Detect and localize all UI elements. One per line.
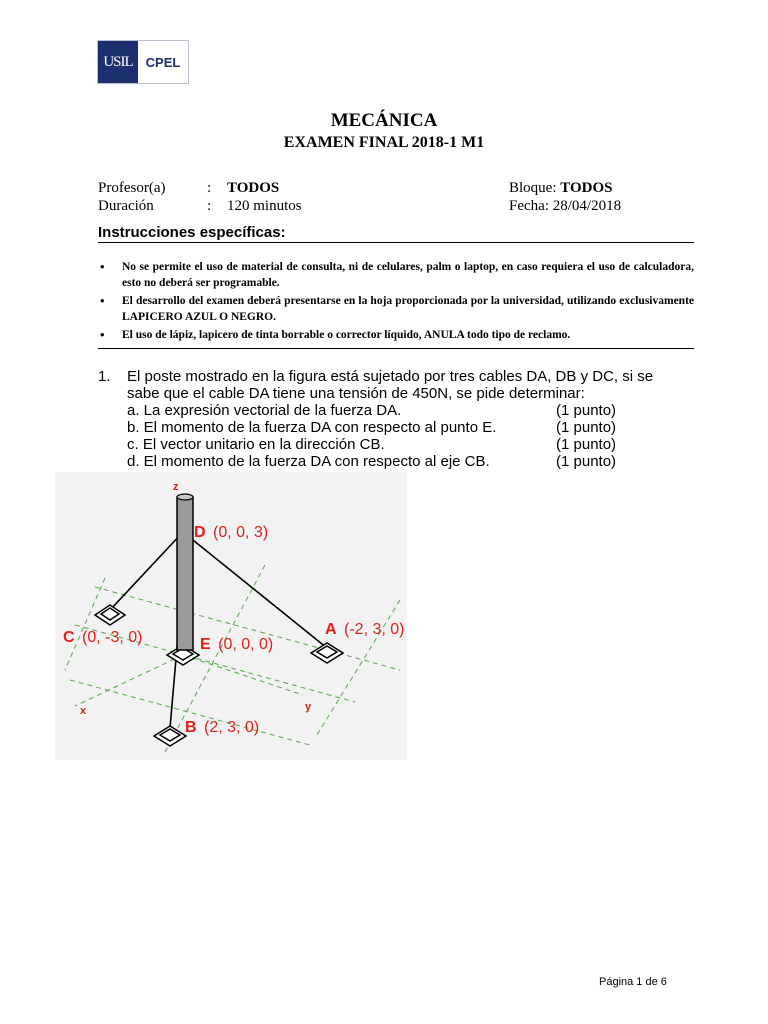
point-c-letter: C xyxy=(63,629,75,646)
exam-date: Fecha: 28/04/2018 xyxy=(509,198,622,214)
pole-cables-figure xyxy=(55,470,415,765)
point-a-letter: A xyxy=(325,621,337,638)
question-part-b-points: (1 punto) xyxy=(556,419,617,436)
block-label: Bloque: xyxy=(509,180,557,196)
question-line-1: El poste mostrado en la figura está sujetado por tres cables DA, DB y DC, si se xyxy=(127,368,654,385)
question-part-c: c. El vector unitario en la dirección CB. xyxy=(127,436,385,453)
page-number: Página 1 de 6 xyxy=(599,976,667,988)
question-line-2: sabe que el cable DA tiene una tensión de 450N, se pide determinar: xyxy=(127,385,585,402)
duration-label: Duración xyxy=(98,198,154,214)
block-value: TODOS xyxy=(560,180,613,196)
professor-value: TODOS xyxy=(227,180,280,196)
point-d-letter: D xyxy=(194,524,206,541)
question-part-d: d. El momento de la fuerza DA con respecto al eje CB. xyxy=(127,453,490,470)
point-c-label xyxy=(63,629,142,646)
instruction-item: • El uso de lápiz, lapicero de tinta borrable o corrector líquido, ANULA todo tipo de reclamo. xyxy=(98,327,694,343)
point-e-letter: E xyxy=(200,636,211,653)
institution-logo xyxy=(97,40,189,84)
question-part-c-points: (1 punto) xyxy=(556,436,617,453)
axis-z-label: z xyxy=(173,481,179,493)
logo-text: CPEL xyxy=(145,54,181,70)
pole-top xyxy=(177,494,193,500)
point-b-coords: (2, 3, 0) xyxy=(204,719,260,736)
point-e-coords: (0, 0, 0) xyxy=(218,636,274,653)
divider-bottom xyxy=(98,348,694,349)
course-title: MECÁNICA xyxy=(330,110,438,131)
instruction-item: • El desarrollo del examen deberá presentarse en la hoja proporcionada por la universidad, utilizando exclusivamente LAPICERO AZUL O NEGRO. xyxy=(98,293,694,325)
point-e-label xyxy=(200,636,273,653)
axis-y-label: y xyxy=(305,701,312,713)
question-part-d-points: (1 punto) xyxy=(556,453,617,470)
logo-mark: USIL xyxy=(98,41,138,83)
question-part-a-points: (1 punto) xyxy=(556,402,617,419)
duration-colon: : xyxy=(207,198,212,214)
point-a-label xyxy=(325,621,404,638)
exam-title: EXAMEN FINAL 2018-1 M1 xyxy=(283,134,485,151)
professor-label: Profesor(a) xyxy=(98,180,166,196)
question-part-a: a. La expresión vectorial de la fuerza DA. xyxy=(127,402,402,419)
point-b-label xyxy=(185,719,259,736)
professor-colon: : xyxy=(207,180,212,196)
duration-value: 120 minutos xyxy=(227,198,302,214)
question-part-b: b. El momento de la fuerza DA con respecto al punto E. xyxy=(127,419,497,436)
instructions-heading: Instrucciones específicas: xyxy=(98,224,286,241)
point-d-coords: (0, 0, 3) xyxy=(213,524,269,541)
point-b-letter: B xyxy=(185,719,197,736)
axis-x-label: x xyxy=(80,705,87,717)
point-a-coords: (-2, 3, 0) xyxy=(344,621,405,638)
point-c-coords: (0, -3, 0) xyxy=(82,629,143,646)
instruction-item: • No se permite el uso de material de consulta, ni de celulares, palm o laptop, en caso requiera el uso de calculadora, esto no deberá ser programable. xyxy=(98,259,694,291)
divider-top xyxy=(98,242,694,243)
point-d-label xyxy=(194,524,268,541)
pole xyxy=(177,497,193,650)
question-number: 1. xyxy=(98,368,111,385)
instructions-list xyxy=(98,259,694,345)
block-field xyxy=(509,179,613,198)
